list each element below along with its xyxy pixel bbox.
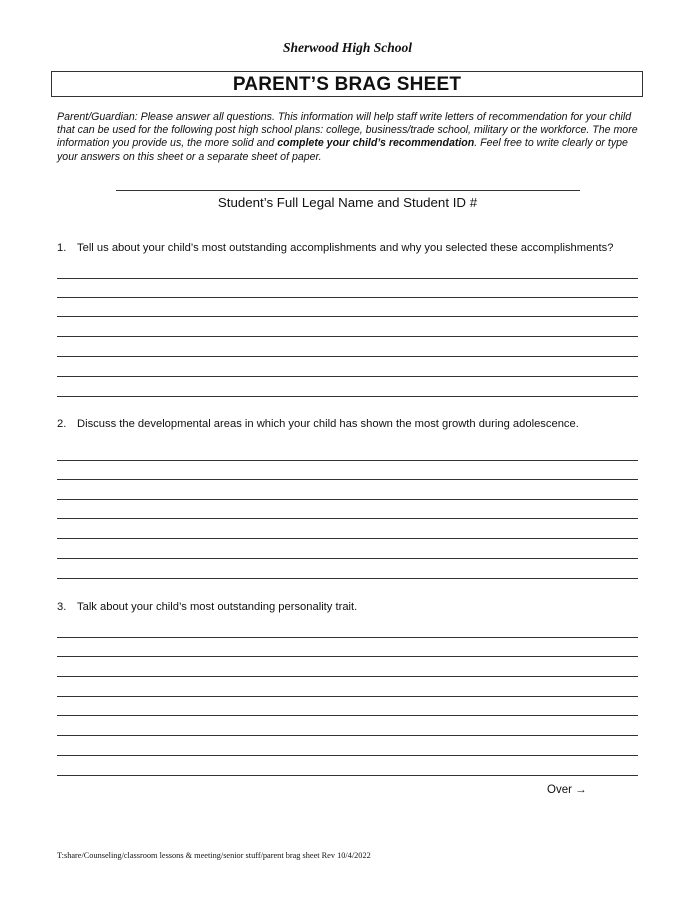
question-1-number: 1.: [57, 242, 67, 254]
page-title: PARENT’S BRAG SHEET: [51, 71, 643, 97]
answer-line-q3-1[interactable]: [57, 637, 638, 638]
answer-line-q3-3[interactable]: [57, 676, 638, 677]
answer-line-q2-3[interactable]: [57, 499, 638, 500]
question-2-text: Discuss the developmental areas in which your child has shown the most growth during adolescence.: [77, 418, 579, 430]
answer-line-q2-2[interactable]: [57, 479, 638, 480]
answer-line-q1-4[interactable]: [57, 336, 638, 337]
intro-paragraph: [57, 111, 642, 164]
question-3-number: 3.: [57, 601, 67, 613]
answer-line-q3-6[interactable]: [57, 735, 638, 736]
answer-line-q3-4[interactable]: [57, 696, 638, 697]
answer-line-q2-6[interactable]: [57, 558, 638, 559]
answer-line-q3-7[interactable]: [57, 755, 638, 756]
school-name: Sherwood High School: [282, 40, 413, 55]
answer-line-q2-7[interactable]: [57, 578, 638, 579]
question-1: [57, 242, 657, 254]
answer-line-q1-5[interactable]: [57, 356, 638, 357]
answer-line-q3-5[interactable]: [57, 715, 638, 716]
over-label: Over →: [547, 784, 587, 796]
answer-line-q1-3[interactable]: [57, 316, 638, 317]
answer-line-q1-6[interactable]: [57, 376, 638, 377]
question-1-text: Tell us about your child’s most outstanding accomplishments and why you selected these accomplishments?: [77, 242, 614, 254]
student-name-caption: Student’s Full Legal Name and Student ID #: [217, 195, 478, 210]
question-2-number: 2.: [57, 418, 67, 430]
answer-line-q1-2[interactable]: [57, 297, 638, 298]
answer-line-q1-7[interactable]: [57, 396, 638, 397]
intro-text-bold: complete your child’s recommendation: [277, 137, 475, 150]
question-3-text: Talk about your child’s most outstanding personality trait.: [77, 601, 358, 613]
intro-text-part2: . Feel free to write clearly or type your answers on this sheet or a separate sheet of paper.: [57, 137, 628, 163]
intro-text-part1: Parent/Guardian: Please answer all questions. This information will help staff write letters of recommendation for your child that can be used for the following post high school plans: college, business/trade school, military or the workforce. The more information you provide us, the more solid and: [57, 111, 638, 150]
question-2: [57, 418, 657, 430]
answer-line-q2-1[interactable]: [57, 460, 638, 461]
footer-path: T:share/Counseling/classroom lessons & meeting/senior stuff/parent brag sheet Rev 10/4/2022: [57, 851, 371, 860]
student-name-input-line[interactable]: [116, 190, 580, 191]
answer-line-q3-8[interactable]: [57, 775, 638, 776]
answer-line-q1-1[interactable]: [57, 278, 638, 279]
answer-line-q2-4[interactable]: [57, 518, 638, 519]
question-3: [57, 601, 657, 613]
answer-line-q2-5[interactable]: [57, 538, 638, 539]
answer-line-q3-2[interactable]: [57, 656, 638, 657]
